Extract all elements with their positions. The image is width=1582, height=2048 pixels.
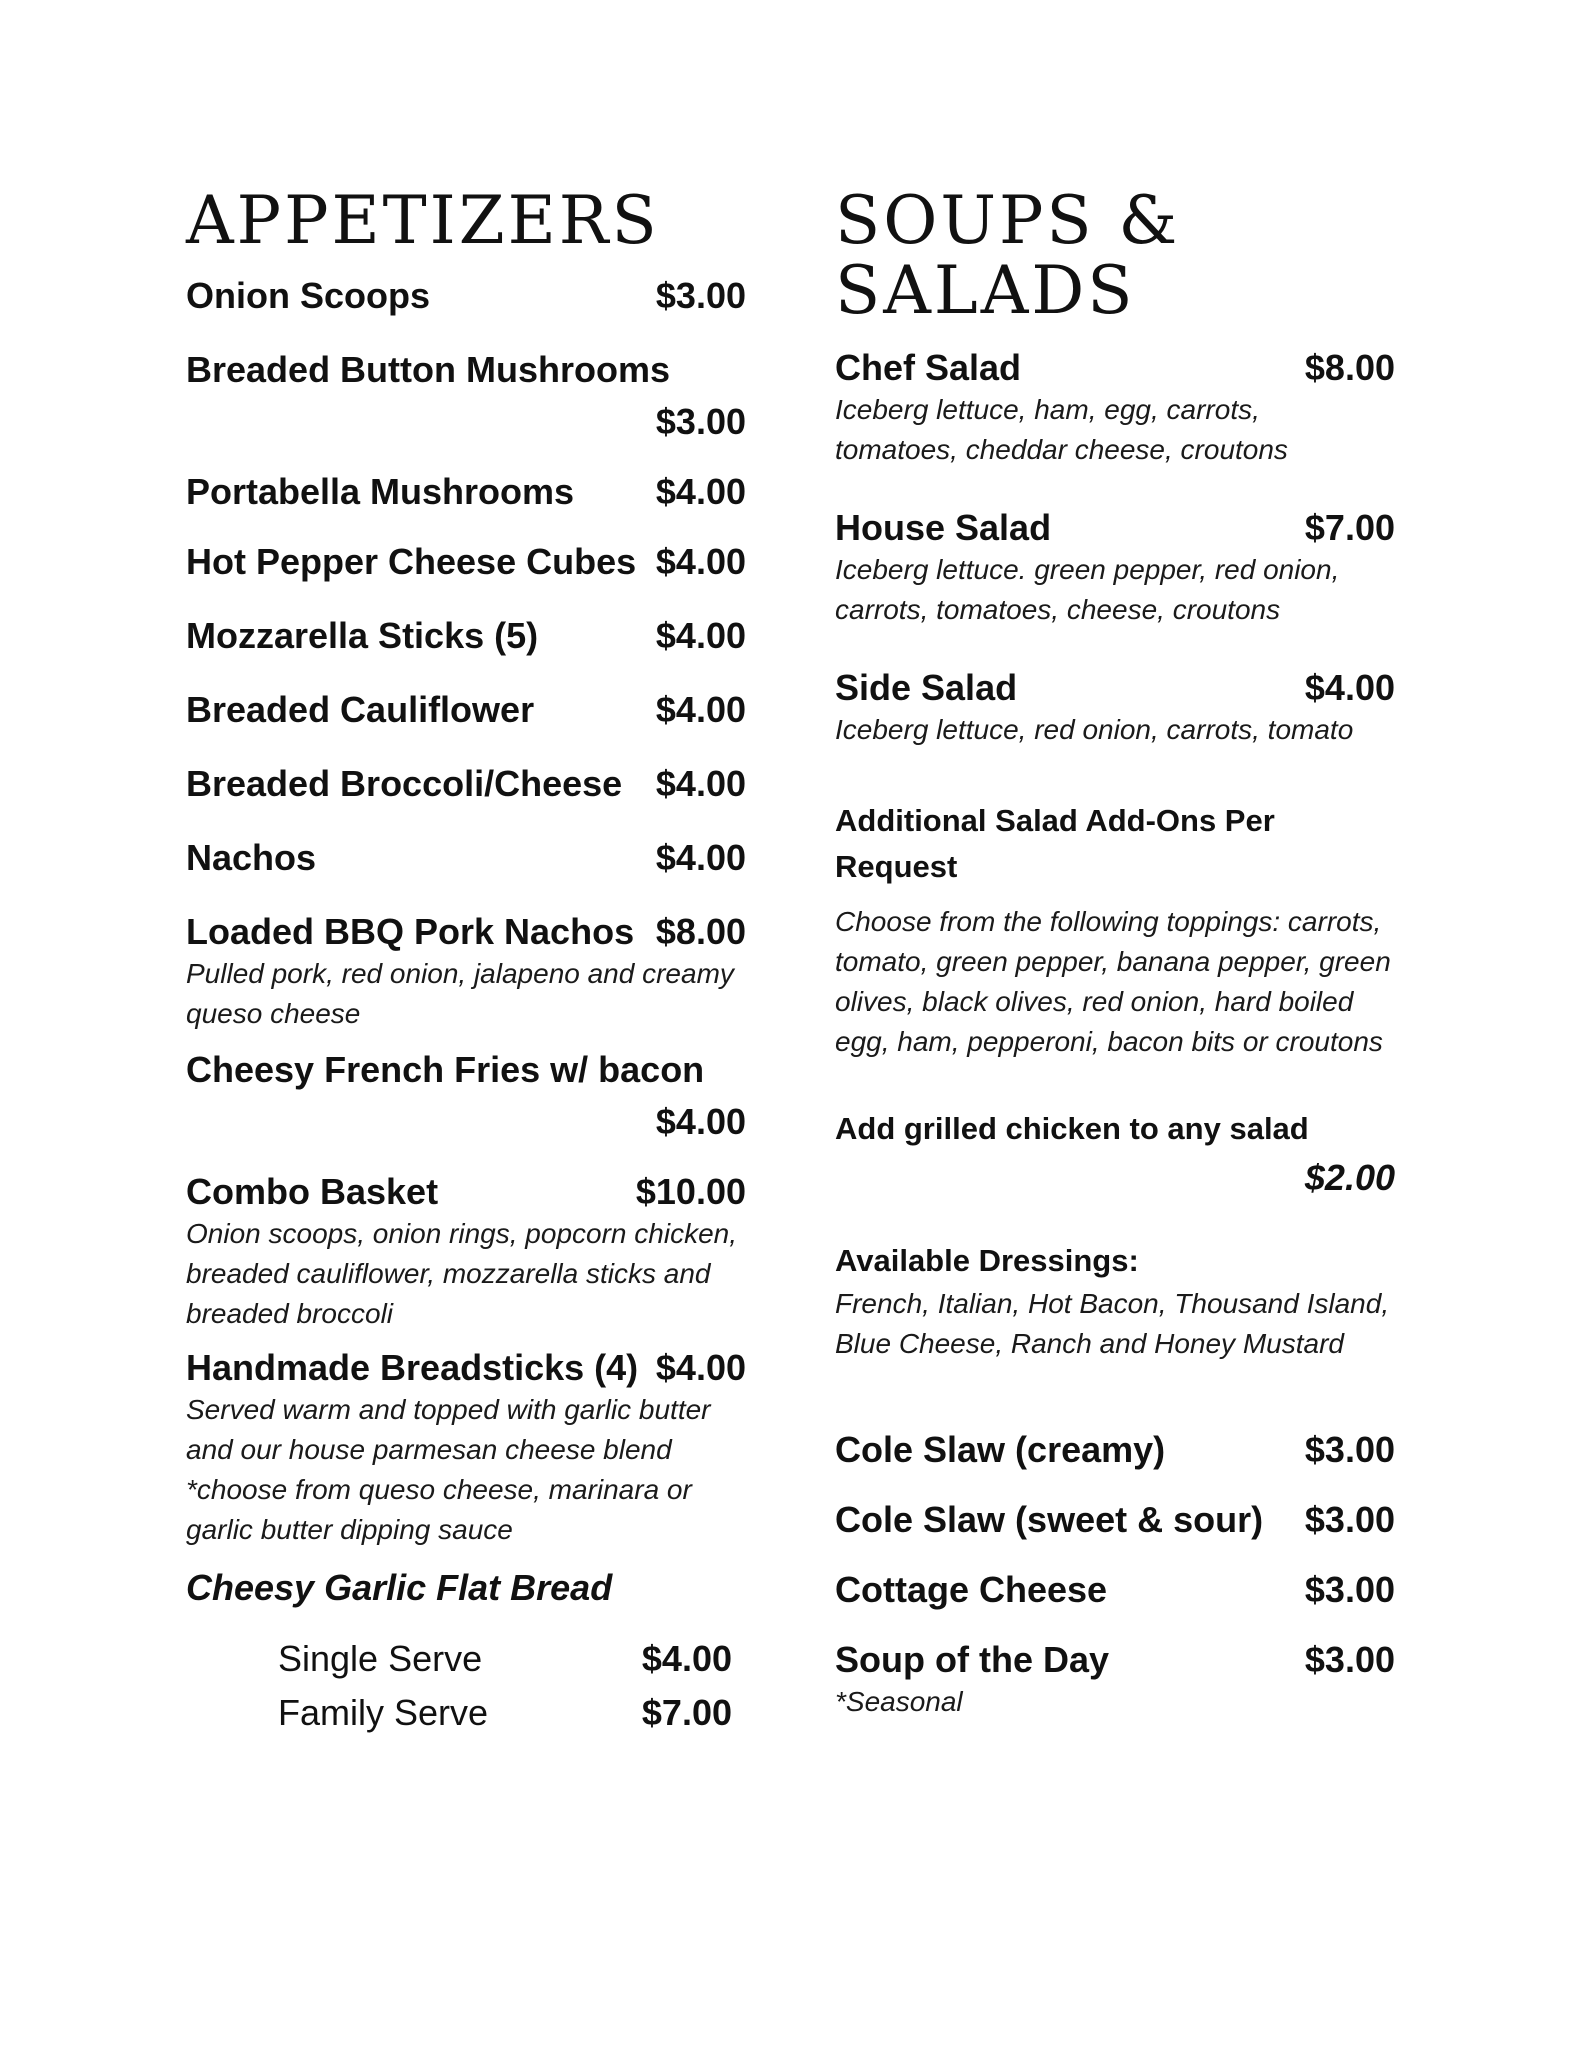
menu-item-loaded-bbq-pork-nachos: [186, 910, 746, 1034]
item-description: Onion scoops, onion rings, popcorn chicken, breaded cauliflower, mozzarella sticks and breaded broccoli: [186, 1218, 737, 1329]
salad-chef: [835, 346, 1395, 470]
menu-item-portabella-mushrooms: [186, 470, 746, 514]
item-price: $4.00: [655, 1101, 746, 1142]
item-name: Cole Slaw (creamy): [835, 1429, 1166, 1470]
item-name: Breaded Button Mushrooms: [186, 349, 671, 390]
flatbread-section: [186, 1566, 746, 1740]
item-price: $7.00: [1304, 507, 1395, 548]
item-price: $3.00: [1304, 1499, 1395, 1540]
item-price: $3.00: [655, 275, 746, 316]
item-price: $4.00: [1304, 667, 1395, 708]
menu-item-breaded-button-mushrooms: [186, 348, 746, 444]
item-description: Iceberg lettuce. green pepper, red onion, carrots, tomatoes, cheese, croutons: [835, 554, 1340, 625]
item-name: Breaded Cauliflower: [186, 689, 535, 730]
side-soup-of-the-day: [835, 1638, 1395, 1722]
item-price: $8.00: [1304, 347, 1395, 388]
item-price: $3.00: [1304, 1429, 1395, 1470]
add-grilled-chicken: [835, 1106, 1395, 1200]
item-price: $4.00: [655, 689, 746, 730]
title-line-2: SALADS: [835, 252, 1136, 329]
addons-description: Choose from the following toppings: carrots, tomato, green pepper, banana pepper, green olives, black olives, red onion, hard boiled egg, ham, pepperoni, bacon bits or croutons: [835, 906, 1391, 1057]
item-price: $4.00: [655, 837, 746, 878]
dressings-title: Available Dressings:: [835, 1243, 1139, 1278]
appetizers-section: [186, 182, 746, 1740]
salad-house: [835, 506, 1395, 630]
menu-item-breaded-cauliflower: [186, 688, 746, 732]
title-line-1: SOUPS &: [835, 182, 1181, 259]
soups-salads-section: [835, 182, 1395, 1722]
item-name: Combo Basket: [186, 1171, 439, 1212]
item-price: $4.00: [655, 541, 746, 582]
salad-addons: [835, 798, 1395, 1062]
item-name: Portabella Mushrooms: [186, 471, 575, 512]
chicken-price: $2.00: [1304, 1157, 1395, 1198]
item-name: Nachos: [186, 837, 317, 878]
item-description: Iceberg lettuce, red onion, carrots, tomato: [835, 714, 1354, 745]
item-price: $4.00: [655, 763, 746, 804]
item-price: $3.00: [1304, 1569, 1395, 1610]
item-name: Loaded BBQ Pork Nachos: [186, 911, 635, 952]
menu-item-nachos: [186, 836, 746, 880]
item-name: Hot Pepper Cheese Cubes: [186, 541, 637, 582]
item-name: Cheesy French Fries w/ bacon: [186, 1049, 705, 1090]
option-price: $7.00: [641, 1692, 732, 1733]
item-name: Cottage Cheese: [835, 1569, 1108, 1610]
item-name: Chef Salad: [835, 347, 1022, 388]
appetizers-title: APPETIZERS: [186, 182, 660, 259]
item-price: $8.00: [655, 911, 746, 952]
item-name: Soup of the Day: [835, 1639, 1110, 1680]
item-name: Onion Scoops: [186, 275, 431, 316]
flatbread-title: Cheesy Garlic Flat Bread: [186, 1567, 613, 1608]
salad-side: [835, 666, 1395, 750]
dressings-description: French, Italian, Hot Bacon, Thousand Island, Blue Cheese, Ranch and Honey Mustard: [835, 1288, 1390, 1359]
item-name: Mozzarella Sticks (5): [186, 615, 539, 656]
item-name: Side Salad: [835, 667, 1018, 708]
item-description: Served warm and topped with garlic butter and our house parmesan cheese blend *choose from queso cheese, marinara or garlic butter dipping sauce: [186, 1394, 711, 1545]
option-name: Family Serve: [278, 1692, 489, 1733]
option-price: $4.00: [641, 1638, 732, 1679]
soups-salads-title: [835, 182, 1395, 329]
item-name: Cole Slaw (sweet & sour): [835, 1499, 1264, 1540]
available-dressings: [835, 1238, 1395, 1364]
menu-item-hot-pepper-cheese-cubes: [186, 540, 746, 584]
menu-item-onion-scoops: [186, 274, 746, 318]
menu-item-mozzarella-sticks: [186, 614, 746, 658]
side-cole-slaw-sweet-sour: [835, 1498, 1395, 1542]
menu-item-cheesy-french-fries: [186, 1048, 746, 1144]
item-description: *Seasonal: [835, 1686, 963, 1717]
item-price: $3.00: [655, 401, 746, 442]
item-description: Iceberg lettuce, ham, egg, carrots, tomatoes, cheddar cheese, croutons: [835, 394, 1288, 465]
flatbread-option-family: [186, 1686, 746, 1740]
item-description: Pulled pork, red onion, jalapeno and creamy queso cheese: [186, 958, 734, 1029]
menu-item-handmade-breadsticks: [186, 1346, 746, 1550]
item-name: Breaded Broccoli/Cheese: [186, 763, 623, 804]
chicken-title: Add grilled chicken to any salad: [835, 1111, 1309, 1146]
side-cole-slaw-creamy: [835, 1428, 1395, 1472]
item-price: $4.00: [655, 471, 746, 512]
item-name: Handmade Breadsticks (4): [186, 1347, 639, 1388]
flatbread-option-single: [186, 1632, 746, 1686]
menu-item-combo-basket: [186, 1170, 746, 1334]
item-name: House Salad: [835, 507, 1052, 548]
option-name: Single Serve: [278, 1638, 483, 1679]
item-price: $3.00: [1304, 1639, 1395, 1680]
menu-item-breaded-broccoli-cheese: [186, 762, 746, 806]
item-price: $4.00: [655, 1347, 746, 1388]
item-price: $10.00: [635, 1171, 746, 1212]
side-cottage-cheese: [835, 1568, 1395, 1612]
item-price: $4.00: [655, 615, 746, 656]
addons-title: Additional Salad Add-Ons Per Request: [835, 803, 1275, 884]
